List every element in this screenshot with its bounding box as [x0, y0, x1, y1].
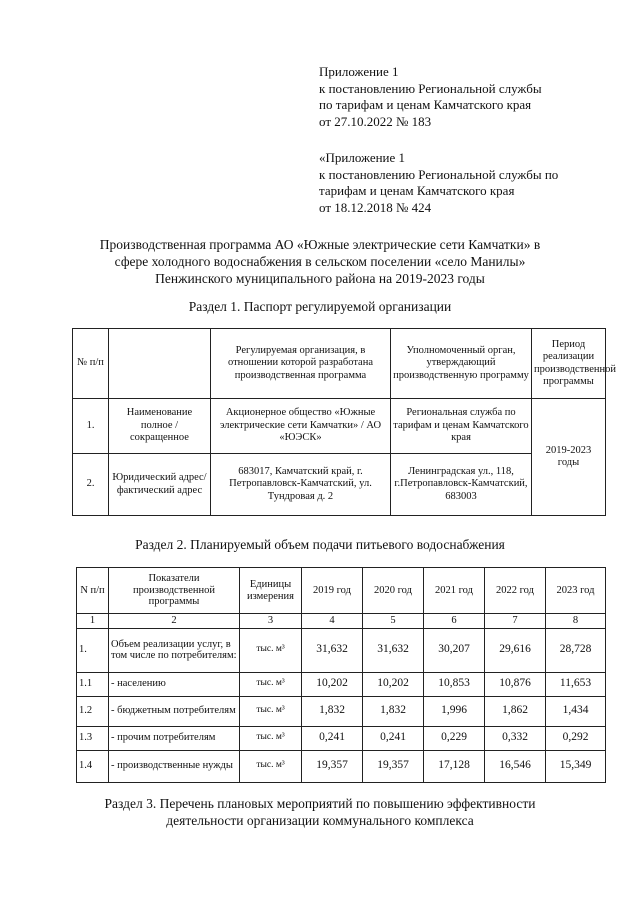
column-number: 6 — [424, 614, 485, 629]
table-row — [73, 454, 606, 516]
row-value: 31,632 — [363, 628, 424, 672]
header-org: Регулируемая организация, в отношении которой разработана производственная программа — [211, 329, 391, 399]
row-value: 30,207 — [424, 628, 485, 672]
volume-table — [76, 567, 606, 783]
appendix-original-line: тарифам и ценам Камчатского края — [319, 183, 515, 198]
column-number: 7 — [485, 614, 546, 629]
column-number: 8 — [546, 614, 606, 629]
row-indicator: - производственные нужды — [109, 750, 240, 782]
column-number-row — [77, 614, 606, 629]
period-value: 2019-2023 годы — [532, 399, 606, 516]
table-row — [77, 696, 606, 726]
row-label: Наименование полное / сокращенное — [109, 399, 211, 454]
row-unit: тыс. м³ — [240, 696, 302, 726]
row-value: 15,349 — [546, 750, 606, 782]
document-title-line: сфере холодного водоснабжения в сельском поселении «село Манилы» — [114, 254, 526, 269]
table-header-row — [73, 329, 606, 399]
row-unit: тыс. м³ — [240, 628, 302, 672]
header-unit: Единицы измерения — [240, 568, 302, 614]
row-value: 0,292 — [546, 726, 606, 750]
row-value: 17,128 — [424, 750, 485, 782]
appendix-original-line: от 18.12.2018 № 424 — [319, 199, 432, 215]
row-value: 0,332 — [485, 726, 546, 750]
row-org: Акционерное общество «Южные электрические сети Камчатки» / АО «ЮЭСК» — [211, 399, 391, 454]
row-value: 16,546 — [485, 750, 546, 782]
row-num: 1. — [77, 628, 109, 672]
row-label: Юридический адрес/фактический адрес — [109, 454, 211, 516]
row-value: 28,728 — [546, 628, 606, 672]
passport-table — [72, 328, 616, 516]
appendix-current-line: по тарифам и ценам Камчатского края — [319, 97, 532, 112]
section3-heading — [40, 795, 600, 829]
header-num: N п/п — [77, 568, 109, 614]
row-authority: Ленинградская ул., 118, г.Петропавловск-Камчатский, 683003 — [391, 454, 532, 516]
row-org: 683017, Камчатский край, г. Петропавловск-Камчатский, ул. Тундровая д. 2 — [211, 454, 391, 516]
row-value: 1,832 — [302, 696, 363, 726]
header-year: 2021 год — [424, 568, 485, 614]
table-header-row — [77, 568, 606, 614]
header-year: 2022 год — [485, 568, 546, 614]
appendix-original-line: к постановлению Региональной службы по — [319, 166, 559, 182]
row-indicator: - населению — [109, 672, 240, 696]
table-row — [77, 726, 606, 750]
table-row — [77, 672, 606, 696]
appendix-current-line: к постановлению Региональной службы — [319, 80, 542, 96]
row-value: 0,241 — [302, 726, 363, 750]
row-num: 1. — [73, 399, 109, 454]
section3-heading-line: деятельности организации коммунального комплекса — [166, 813, 474, 828]
row-value: 0,229 — [424, 726, 485, 750]
column-number: 3 — [240, 614, 302, 629]
row-value: 1,996 — [424, 696, 485, 726]
row-indicator: Объем реализации услуг, в том числе по потребителям: — [109, 628, 240, 672]
document-title-line: Производственная программа АО «Южные электрические сети Камчатки» в — [99, 237, 541, 252]
column-number: 1 — [77, 614, 109, 629]
header-indicator: Показатели производственной программы — [109, 568, 240, 614]
table-row — [77, 750, 606, 782]
column-number: 5 — [363, 614, 424, 629]
document-title — [60, 236, 580, 287]
row-unit: тыс. м³ — [240, 726, 302, 750]
row-value: 10,202 — [302, 672, 363, 696]
row-num: 2. — [73, 454, 109, 516]
section3-heading-line: Раздел 3. Перечень плановых мероприятий по повышению эффективности — [104, 796, 536, 811]
row-value: 19,357 — [363, 750, 424, 782]
row-value: 31,632 — [302, 628, 363, 672]
row-indicator: - прочим потребителям — [109, 726, 240, 750]
row-value: 10,876 — [485, 672, 546, 696]
appendix-current-line: от 27.10.2022 № 183 — [319, 113, 432, 129]
row-value: 0,241 — [363, 726, 424, 750]
table-row — [73, 399, 606, 454]
row-value: 10,202 — [363, 672, 424, 696]
row-value: 10,853 — [424, 672, 485, 696]
appendix-original — [319, 150, 619, 216]
row-num: 1.4 — [77, 750, 109, 782]
document-title-line: Пенжинского муниципального района на 2019-2023 годы — [155, 271, 485, 286]
row-value: 29,616 — [485, 628, 546, 672]
header-authority: Уполномоченный орган, утверждающий производственную программу — [391, 329, 532, 399]
row-value: 11,653 — [546, 672, 606, 696]
section1-heading: Раздел 1. Паспорт регулируемой организации — [188, 299, 452, 314]
header-year: 2019 год — [302, 568, 363, 614]
table-row — [77, 628, 606, 672]
section2-heading: Раздел 2. Планируемый объем подачи питьевого водоснабжения — [135, 537, 505, 552]
header-period: Период реализации производственной программы — [532, 329, 606, 399]
row-value: 1,862 — [485, 696, 546, 726]
row-value: 1,832 — [363, 696, 424, 726]
row-num: 1.1 — [77, 672, 109, 696]
row-value: 19,357 — [302, 750, 363, 782]
row-indicator: - бюджетным потребителям — [109, 696, 240, 726]
row-unit: тыс. м³ — [240, 750, 302, 782]
header-empty — [109, 329, 211, 399]
row-authority: Региональная служба по тарифам и ценам Камчатского края — [391, 399, 532, 454]
header-year: 2023 год — [546, 568, 606, 614]
header-num: № п/п — [73, 329, 109, 399]
row-unit: тыс. м³ — [240, 672, 302, 696]
column-number: 2 — [109, 614, 240, 629]
column-number: 4 — [302, 614, 363, 629]
row-num: 1.3 — [77, 726, 109, 750]
row-value: 1,434 — [546, 696, 606, 726]
row-num: 1.2 — [77, 696, 109, 726]
appendix-current-line: Приложение 1 — [319, 64, 399, 79]
appendix-current — [319, 64, 619, 130]
appendix-original-line: «Приложение 1 — [319, 150, 406, 165]
header-year: 2020 год — [363, 568, 424, 614]
